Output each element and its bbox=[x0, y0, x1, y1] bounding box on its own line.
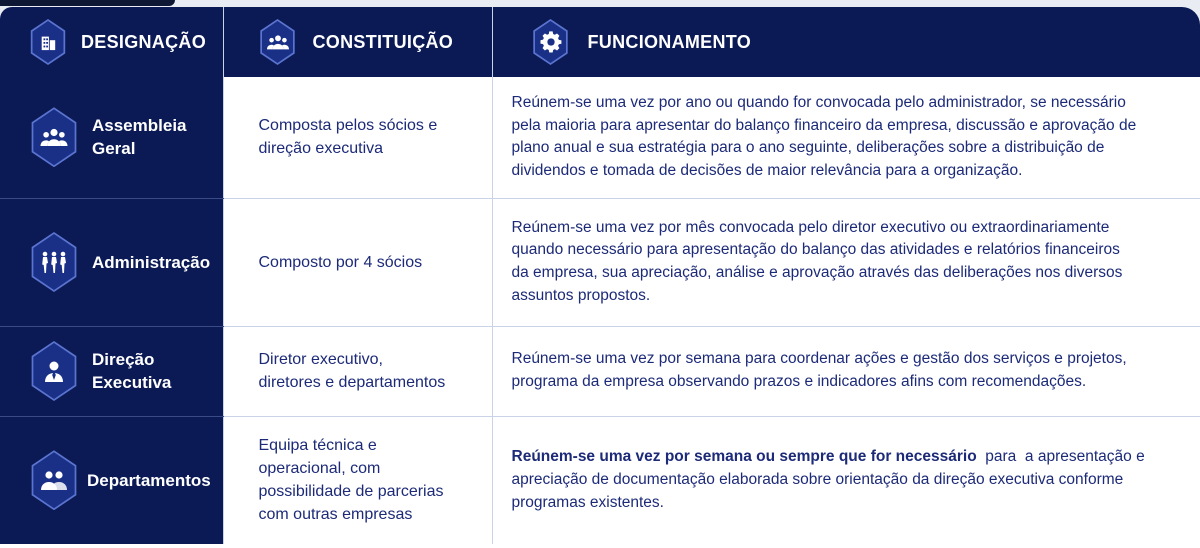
table-header-row bbox=[0, 7, 1200, 77]
constituicao-text: Composta pelos sócios e bbox=[258, 117, 438, 135]
designacao-label: Direção bbox=[92, 350, 155, 369]
funcionamento-text: pela maioria para apresentar do balanço financeiro da empresa, discussão e aprovação de bbox=[511, 116, 1137, 134]
designacao-cell bbox=[0, 326, 223, 416]
background-photo-corner bbox=[0, 0, 175, 6]
constituicao-text: Equipa técnica e bbox=[258, 437, 377, 455]
designacao-label: Administração bbox=[92, 252, 211, 272]
funcionamento-text: Reúnem-se uma vez por ano ou quando for convocada pelo administrador, se necessário bbox=[511, 93, 1126, 111]
constituicao-cell bbox=[223, 198, 492, 326]
funcionamento-text: Reúnem-se uma vez por mês convocada pelo diretor executivo ou extraordinariamente bbox=[511, 218, 1110, 236]
group-icon bbox=[28, 107, 80, 167]
gear-icon bbox=[531, 19, 571, 65]
funcionamento-text: assuntos propostos. bbox=[511, 286, 651, 304]
constituicao-cell bbox=[223, 416, 492, 544]
people-walking-icon bbox=[28, 232, 80, 292]
funcionamento-text bbox=[512, 446, 1187, 469]
funcionamento-text: plano anual e sua estratégia para o ano seguinte, deliberações sobre a distribuição de bbox=[511, 139, 1105, 157]
constituicao-text: com outras empresas bbox=[258, 506, 413, 524]
funcionamento-text: apreciação de documentação elaborada sobre orientação da direção executiva conforme bbox=[511, 470, 1124, 488]
funcionamento-bold-text: Reúnem-se uma vez por semana ou sempre que for necessário bbox=[511, 448, 977, 466]
funcionamento-text-rest: para a apresentação e bbox=[976, 448, 1145, 466]
building-icon bbox=[28, 19, 68, 65]
header-constituicao-label: CONSTITUIÇÃO bbox=[312, 31, 454, 52]
funcionamento-cell bbox=[492, 198, 1200, 326]
designacao-cell bbox=[0, 416, 223, 544]
designacao-label: Assembleia bbox=[92, 116, 187, 136]
designacao-cell bbox=[0, 77, 223, 198]
designacao-label: Departamentos bbox=[87, 470, 211, 490]
table-row bbox=[0, 416, 1200, 544]
table-row bbox=[0, 77, 1200, 198]
constituicao-text: direção executiva bbox=[258, 140, 384, 158]
constituicao-cell bbox=[223, 326, 492, 416]
constituicao-text: diretores e departamentos bbox=[258, 374, 446, 391]
governance-table bbox=[0, 7, 1200, 544]
table-row bbox=[0, 326, 1200, 416]
funcionamento-text: da empresa, sua apreciação, análise e aprovação através das deliberações nos diversos bbox=[511, 264, 1123, 281]
team-icon bbox=[28, 450, 80, 510]
designacao-label-line2: Executiva bbox=[92, 373, 172, 392]
header-constituicao bbox=[223, 7, 492, 77]
executive-icon bbox=[28, 341, 80, 401]
funcionamento-text: programas existentes. bbox=[511, 493, 664, 511]
header-designacao-label: DESIGNAÇÃO bbox=[81, 31, 207, 52]
header-designacao bbox=[0, 7, 223, 77]
funcionamento-text: programa da empresa observando prazos e indicadores afins com recomendações. bbox=[511, 373, 1087, 390]
designacao-cell bbox=[0, 198, 223, 326]
header-funcionamento bbox=[492, 7, 1200, 77]
header-funcionamento-label: FUNCIONAMENTO bbox=[587, 31, 752, 52]
constituicao-cell bbox=[223, 77, 492, 198]
table-row bbox=[0, 198, 1200, 326]
constituicao-text: Diretor executivo, bbox=[258, 351, 383, 368]
designacao-label-line2: Geral bbox=[92, 139, 136, 159]
funcionamento-text: dividendos e tomada de decisões de maior relevância para a organização. bbox=[511, 161, 1023, 179]
group-icon bbox=[258, 19, 298, 65]
constituicao-text: possibilidade de parcerias bbox=[258, 483, 444, 501]
constituicao-text: operacional, com bbox=[258, 460, 381, 478]
funcionamento-cell bbox=[492, 77, 1200, 198]
funcionamento-text: quando necessário para apresentação do balanço das atividades e relatórios financeiros bbox=[511, 241, 1120, 259]
governance-table-card bbox=[0, 7, 1200, 548]
funcionamento-cell bbox=[492, 416, 1200, 544]
funcionamento-text: Reúnem-se uma vez por semana para coordenar ações e gestão dos serviços e projetos, bbox=[511, 350, 1127, 368]
funcionamento-cell bbox=[492, 326, 1200, 416]
constituicao-text: Composto por 4 sócios bbox=[258, 253, 423, 271]
